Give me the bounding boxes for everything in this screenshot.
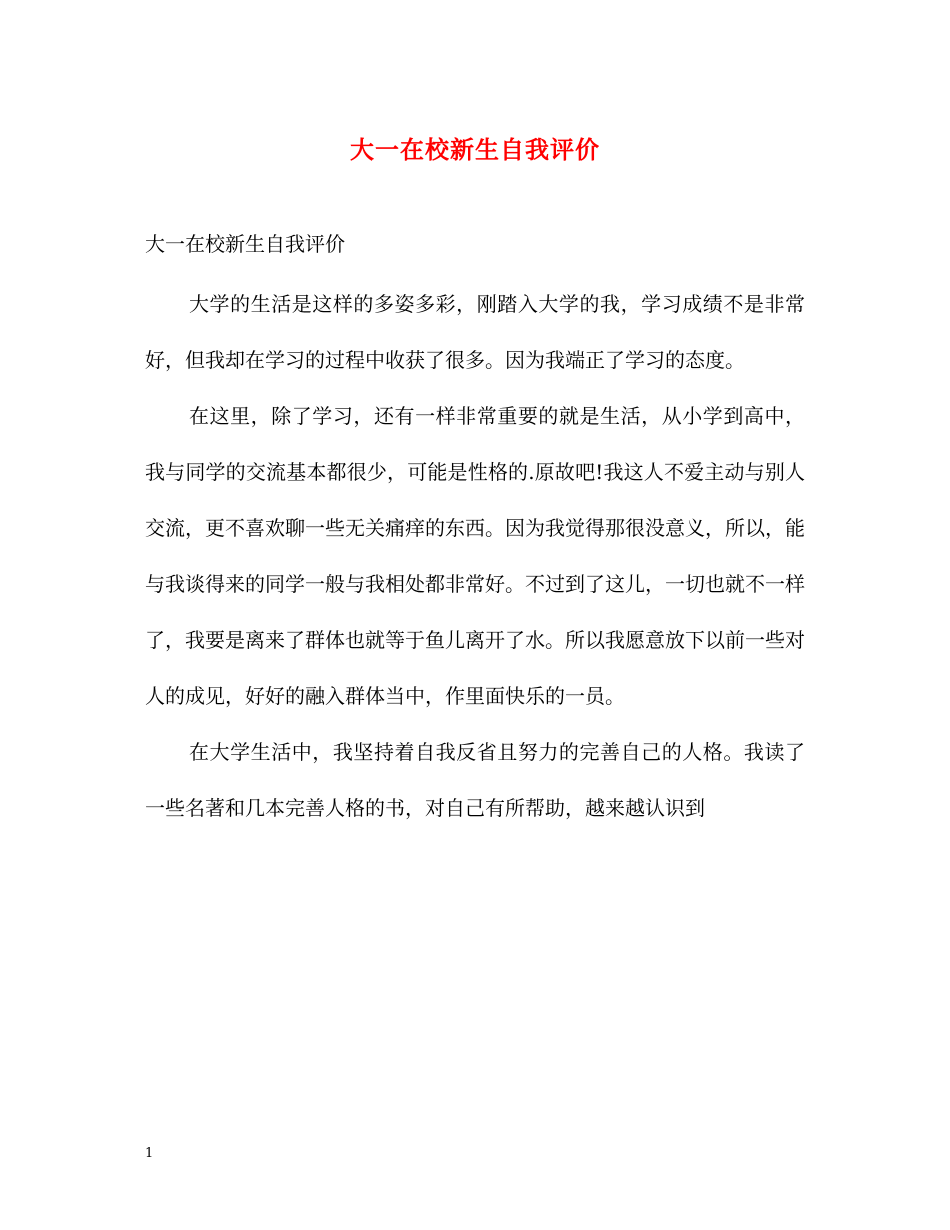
page-number: 1 (145, 1146, 154, 1161)
paragraph-1: 大学的生活是这样的多姿多彩，刚踏入大学的我，学习成绩不是非常好，但我却在学习的过程中收获了很多。因为我端正了学习的态度。 (145, 292, 805, 372)
paragraph-2: 在这里，除了学习，还有一样非常重要的就是生活，从小学到高中，我与同学的交流基本都很少，可能是性格的.原故吧!我这人不爱主动与别人交流，更不喜欢聊一些无关痛痒的东西。因为我觉得那很没意义，所以，能与我谈得来的同学一般与我相处都非常好。不过到了这儿，一切也就不一样了，我要是离来了群体也就等于鱼儿离开了水。所以我愿意放下以前一些对人的成见，好好的融入群体当中，作里面快乐的一员。 (145, 404, 805, 708)
document-subtitle: 大一在校新生自我评价 (145, 232, 345, 256)
document-body (145, 216, 805, 836)
paragraph-3: 在大学生活中，我坚持着自我反省且努力的完善自己的人格。我读了一些名著和几本完善人格的书，对自己有所帮助，越来越认识到 (145, 740, 805, 820)
document-title: 大一在校新生自我评价 (350, 135, 600, 164)
